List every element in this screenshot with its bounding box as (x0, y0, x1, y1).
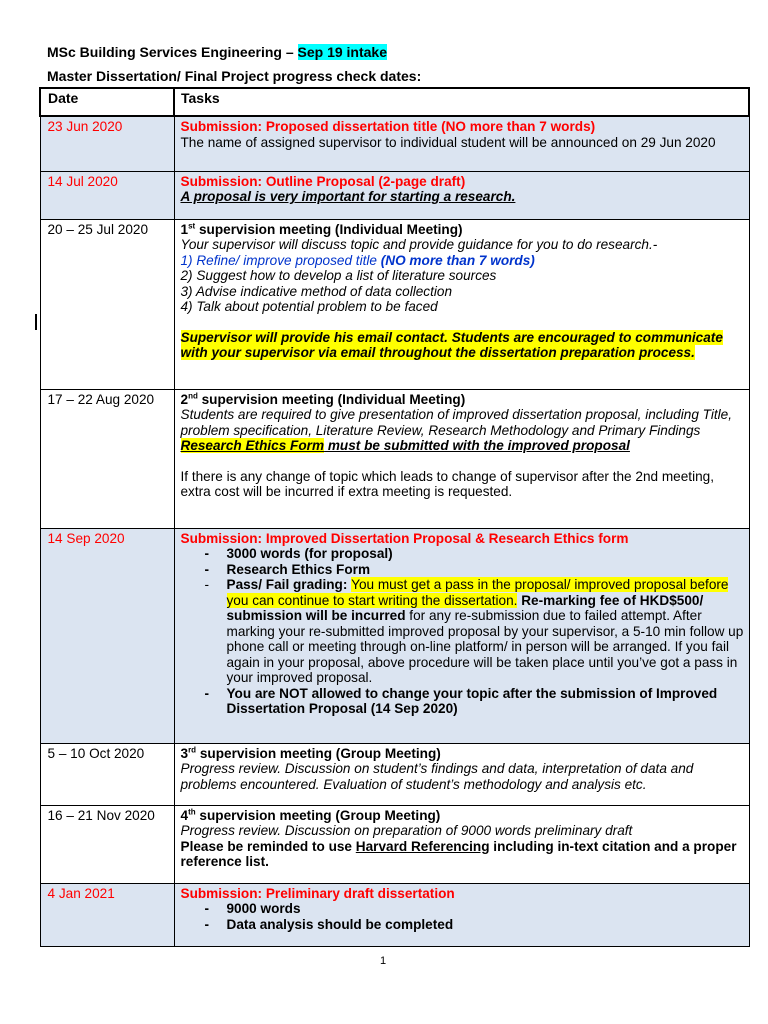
table-header-row (40, 88, 749, 116)
submission-title: Submission: Outline Proposal (2-page draft) (180, 173, 466, 189)
list-item: - 3000 words (for proposal) (181, 546, 745, 562)
intake-highlight: Sep 19 intake (297, 44, 388, 60)
task-text: Students are required to give presentation of improved dissertation proposal, including Title, problem specification, Literature Review, Research Methodology and Primary Findings (180, 407, 732, 438)
title-prefix: MSc Building Services Engineering – (47, 44, 298, 60)
table-row (40, 171, 749, 219)
header-tasks: Tasks (174, 88, 749, 116)
row-tasks (174, 805, 749, 883)
row-tasks (174, 171, 749, 219)
row-date: 17 – 22 Aug 2020 (40, 389, 174, 528)
list-item: 4) Talk about potential problem to be faced (180, 299, 438, 314)
submission-title: Submission: Preliminary draft dissertation (180, 885, 455, 901)
list-item: - You are NOT allowed to change your topic after the submission of Improved Dissertation Proposal (14 Sep 2020) (181, 686, 745, 717)
table-row (40, 389, 749, 528)
list-item: - 9000 words (181, 901, 745, 917)
schedule-table (39, 87, 750, 947)
submission-title: Submission: Improved Dissertation Proposal & Research Ethics form (180, 530, 629, 546)
page-number: 1 (380, 955, 387, 967)
ethics-note: Research Ethics Form must be submitted with the improved proposal (180, 438, 630, 453)
row-date: 23 Jun 2020 (40, 116, 174, 171)
requirements-list (181, 546, 745, 717)
task-text: The name of assigned supervisor to individual student will be announced on 29 Jun 2020 (180, 134, 716, 150)
row-date: 5 – 10 Oct 2020 (40, 743, 174, 805)
guidance-list (181, 253, 745, 315)
row-date: 14 Sep 2020 (40, 528, 174, 743)
meeting-title: 4th supervision meeting (Group Meeting) (180, 806, 441, 823)
meeting-title: 2nd supervision meeting (Individual Meeting) (180, 390, 466, 407)
submission-title: Submission: Proposed dissertation title (NO more than 7 words) (180, 119, 596, 134)
list-item: - Data analysis should be completed (181, 917, 745, 933)
list-item: - Pass/ Fail grading: You must get a pass in the proposal/ improved proposal before you can continue to start writing the dissertation. Re-marking fee of HKD$500/ submission will be incurred for any re-submission due to failed attempt. After marking your re-submitted improved proposal by your supervisor, a 5-10 min follow up phone call or meeting through on-line platform/ in person will be arranged. If you fail again in your proposal, above procedure will be taken place until you’ve got a pass in your improved proposal. (181, 577, 745, 686)
table-row (40, 219, 749, 389)
list-item: 3) Advise indicative method of data collection (180, 283, 453, 299)
document-subtitle: Master Dissertation/ Final Project progress check dates: (47, 68, 422, 84)
text-cursor-mark (35, 314, 37, 330)
row-tasks (174, 883, 749, 946)
reference-reminder: Please be reminded to use Harvard Referencing including in-text citation and a proper reference list. (180, 838, 737, 869)
row-tasks (174, 116, 749, 171)
table-row (40, 805, 749, 883)
document-title (47, 45, 387, 61)
list-item: 2) Suggest how to develop a list of literature sources (180, 268, 497, 283)
task-text: Progress review. Discussion on preparation of 9000 words preliminary draft (180, 823, 633, 838)
requirements-list (181, 901, 745, 932)
row-date: 4 Jan 2021 (40, 883, 174, 946)
task-text: Your supervisor will discuss topic and provide guidance for you to do research.- (180, 237, 658, 252)
row-date: 20 – 25 Jul 2020 (40, 219, 174, 389)
header-date: Date (40, 88, 174, 116)
list-item: 1) Refine/ improve proposed title (NO more than 7 words) (180, 252, 535, 268)
task-text: Progress review. Discussion on student’s findings and data, interpretation of data and problems encountered. Evaluation of student’s methodology and analysis etc. (180, 761, 694, 792)
row-tasks (174, 389, 749, 528)
meeting-title: 1st supervision meeting (Individual Meeting) (180, 220, 463, 237)
row-tasks (174, 528, 749, 743)
row-tasks (174, 743, 749, 805)
meeting-title: 3rd supervision meeting (Group Meeting) (180, 744, 441, 761)
table-row (40, 528, 749, 743)
table-row (40, 116, 749, 171)
list-item: - Research Ethics Form (181, 562, 745, 578)
row-tasks (174, 219, 749, 389)
email-note: Supervisor will provide his email contact. Students are encouraged to communicate with your supervisor via email throughout the dissertation preparation process. (180, 329, 723, 360)
task-text: If there is any change of topic which leads to change of supervisor after the 2nd meeting, extra cost will be incurred if extra meeting is requested. (180, 468, 714, 499)
table-row (40, 883, 749, 946)
row-date: 14 Jul 2020 (40, 171, 174, 219)
task-text: A proposal is very important for starting a research. (180, 189, 516, 204)
table-row (40, 743, 749, 805)
row-date: 16 – 21 Nov 2020 (40, 805, 174, 883)
